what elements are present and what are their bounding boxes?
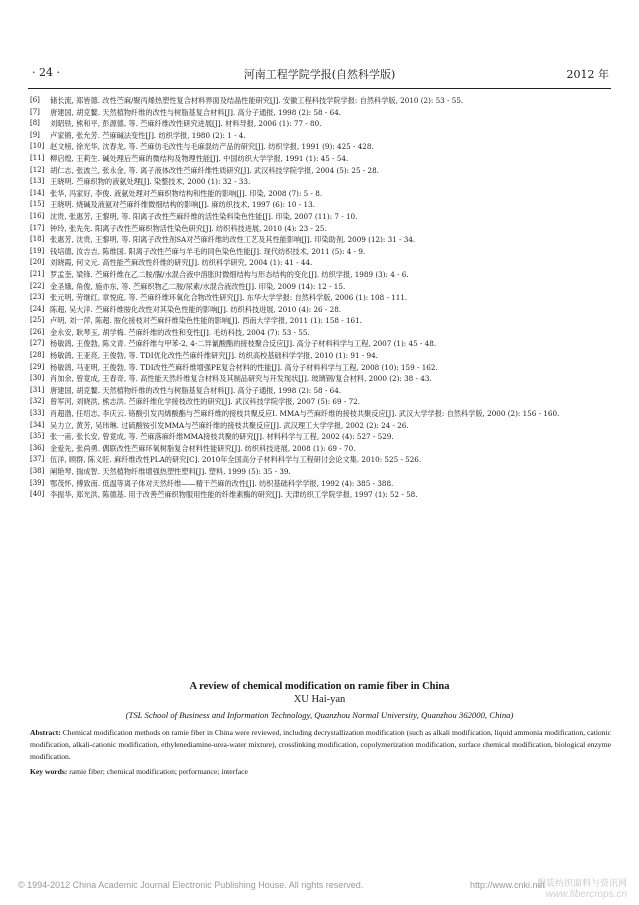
reference-item — [30, 443, 615, 455]
reference-text: 张华, 冯家好, 李俊. 液氨处理对苎麻织物结构和性能的影响[J]. 印染, 2008 (7): 5 - 8. — [50, 188, 323, 198]
reference-number: [19] — [30, 246, 45, 255]
reference-number: [39] — [30, 478, 45, 487]
reference-item — [30, 188, 615, 200]
english-abstract — [30, 727, 611, 763]
reference-item — [30, 350, 615, 362]
reference-text: 刘晓霞, 何文元. 高性能苎麻改性纤维的研究[J]. 纺织科学研究, 2004 (1): 41 - 44. — [50, 258, 313, 268]
reference-number: [6] — [30, 96, 40, 104]
reference-number: [26] — [30, 327, 45, 336]
english-affiliation: (TSL School of Business and Information Technology, Quanzhou Normal University, Quanzhou 362000, China) — [125, 710, 514, 720]
reference-text: 张惠芳, 沈贵, 王黎明, 等. 阳离子改性剂SA对苎麻纤维的改性工艺及其性能影响[J]. 印染助剂, 2009 (12): 31 - 34. — [50, 235, 416, 245]
reference-item — [30, 408, 615, 420]
reference-text: 刘昭铁, 熊和平, 彭源德, 等. 苎麻纤维改性研究进展[J]. 材料导报, 2006 (1): 77 - 80. — [50, 119, 322, 129]
reference-number: [35] — [30, 432, 45, 441]
reference-item — [30, 269, 615, 281]
reference-item — [30, 257, 615, 269]
reference-number: [30] — [30, 374, 45, 383]
reference-text: 李振华, 郑光洪, 陈德基. 用于改善苎麻织物服用性能的纤维素酶的研究[J]. 天津纺织工学院学报, 1997 (1): 52 - 58. — [50, 490, 418, 500]
reference-text: 陈超, 吴大洋. 苎麻纤维胺化改性对其染色性能的影响[J]. 纺织科技进展, 2010 (4): 26 - 28. — [50, 304, 342, 314]
reference-item — [30, 489, 615, 501]
reference-text: 钟玲, 张先先. 阳离子改性苎麻织物活性染色研究[J]. 纺织科技进展, 2010 (4): 23 - 25. — [50, 223, 327, 233]
reference-item — [30, 327, 615, 339]
reference-item — [30, 211, 615, 223]
reference-item — [30, 281, 615, 293]
page-number: · 24 · — [32, 66, 60, 79]
reference-number: [13] — [30, 177, 45, 186]
reference-text: 金永安, 耿琴玉, 胡学梅. 苎麻纤维的改性和变性[J]. 毛纺科技, 2004 (7): 53 - 55. — [50, 327, 310, 337]
reference-number: [29] — [30, 362, 45, 371]
keywords-text: ramie fiber; chemical modification; performance; interface — [69, 767, 248, 776]
reference-number: [27] — [30, 339, 45, 348]
reference-text: 卢家锵, 张允芳. 苎麻碱法变性[J]. 纺织学报, 1980 (2): 1 - 4. — [50, 130, 246, 140]
header-rule — [28, 88, 611, 89]
reference-number: [21] — [30, 269, 45, 278]
abstract-label: Abstract: — [30, 728, 61, 737]
reference-text: 赵文榜, 徐光华, 沈春龙, 等. 苎麻仿毛改性与毛麻混纺产品的研究[J]. 纺织学报, 1991 (9): 425 - 428. — [50, 142, 374, 152]
reference-number: [34] — [30, 420, 45, 429]
reference-item — [30, 304, 615, 316]
reference-number: [23] — [30, 293, 45, 302]
reference-text: 吴力立, 黄芳, 吴玮琳. 过硫酸铵引发MMA与苎麻纤维的接枝共聚反应[J]. 武汉理工大学学报, 2002 (2): 24 - 26. — [50, 420, 409, 430]
reference-text: 罗孟奎, 梁锋. 苎麻纤维在乙二胺/脲/水混合液中溶胀时微细结构与形态结构的变化[J]. 纺织学报, 1989 (3): 4 - 6. — [50, 269, 409, 279]
reference-number: [37] — [30, 455, 45, 464]
reference-item — [30, 223, 615, 235]
reference-text: 鄂茂怀, 傅致南. 低温等离子体对天然纤维——精干苎麻的改性[J]. 纺织基础科学学报, 1992 (4): 385 - 388. — [50, 478, 394, 488]
reference-text: 柳启煌, 王莉生. 碱处理后苎麻的微结构及物理性能[J]. 中国纺织大学学报, 1991 (1): 45 - 54. — [50, 153, 349, 163]
reference-item — [30, 118, 615, 130]
reference-item — [30, 396, 615, 408]
reference-number: [10] — [30, 142, 45, 151]
reference-item — [30, 454, 615, 466]
reference-text: 沈贵, 张惠芳, 王黎明, 等. 阳离子改性苎麻纤维的活性染料染色性能[J]. 印染, 2007 (11): 7 - 10. — [50, 211, 358, 221]
reference-item — [30, 338, 615, 350]
cnki-link[interactable]: http://www.cnki.net — [470, 880, 546, 890]
reference-number: [22] — [30, 281, 45, 290]
english-title: A review of chemical modification on ramie fiber in China — [189, 681, 450, 692]
reference-item — [30, 466, 615, 478]
reference-item — [30, 130, 615, 142]
reference-number: [16] — [30, 211, 45, 220]
site-watermark — [487, 876, 627, 902]
reference-text: 伍洋, 顾群, 陈义旺. 麻纤维改性PLA的研究[C]. 2010年全国高分子材料科学与工程研讨会论文集. 2010: 525 - 526. — [50, 455, 422, 465]
reference-text: 王晓明. 烧碱及液氨对苎麻纤维微细结构的影响[J]. 麻纺织技术, 1997 (6): 10 - 13. — [50, 200, 315, 210]
reference-text: 钱培德, 汝吉吉, 陈维国. 阳离子改性苎麻与羊毛的同色染色性能[J]. 现代纺织技术, 2011 (5): 4 - 9. — [50, 246, 366, 256]
reference-number: [11] — [30, 153, 45, 162]
reference-item — [30, 315, 615, 327]
reference-number: [36] — [30, 443, 45, 452]
watermark-name: 服装纺织面料与资讯网 — [536, 879, 627, 889]
reference-number: [15] — [30, 200, 45, 209]
reference-item — [30, 373, 615, 385]
reference-text: 肖加余, 曾竟成, 王春奇, 等. 高性能天然纤维复合材料及其制品研究与开发现状[J]. 玻璃钢/复合材料, 2000 (2): 38 - 43. — [50, 374, 432, 384]
reference-text: 张元明, 劳继红, 章悦庭, 等. 苎麻纤维环氧化合物改性研究[J]. 东华大学学报: 自然科学版, 2006 (1): 108 - 111. — [50, 293, 408, 303]
reference-number: [28] — [30, 351, 45, 360]
reference-item — [30, 385, 615, 397]
reference-text: 金圣娥, 角俊, 施亦东, 等. 苎麻织物乙二胺/尿素/水混合液改性[J]. 印染, 2009 (14): 12 - 15. — [50, 281, 346, 291]
reference-text: 唐建国, 胡克鳌. 天然植物纤维的改性与树脂基复合材料[J]. 高分子通报, 1998 (2): 58 - 64. — [50, 385, 342, 395]
reference-text: 杨敏鸽, 王亚亮, 王俊勃, 等. TDI优化改性苎麻纤维研究[J]. 纺织高校基础科学学报, 2010 (1): 91 - 94. — [50, 351, 378, 361]
reference-number: [9] — [30, 130, 40, 139]
reference-text: 胡仁志, 张波兰, 张永金, 等. 离子液体改性苎麻纤维性质研究[J]. 武汉科技学院学报, 2004 (5): 25 - 28. — [50, 165, 379, 175]
reference-list — [30, 95, 615, 501]
reference-text: 张一甫, 张长安, 曾竟成, 等. 苎麻落麻纤维MMA接枝共聚的研究[J]. 材料科学与工程, 2002 (4): 527 - 529. — [50, 432, 394, 442]
english-author: XU Hai-yan — [293, 694, 346, 705]
reference-number: [40] — [30, 490, 45, 499]
reference-number: [32] — [30, 397, 45, 406]
reference-number: [8] — [30, 119, 40, 128]
reference-text: 杨敏鸽, 王俊勃, 陈文青. 苎麻纤维与甲苯-2, 4-二异氰酸酯的接枝聚合反应[J]. 高分子材料科学与工程, 2007 (1): 45 - 48. — [50, 339, 437, 349]
reference-item — [30, 362, 615, 374]
page-header — [30, 60, 609, 80]
reference-number: [25] — [30, 316, 45, 325]
reference-item — [30, 107, 615, 119]
keywords-label: Key words: — [30, 767, 68, 776]
reference-text: 唐建国, 胡克鳌. 天然植物纤维的改性与树脂基复合材料[J]. 高分子通报, 1998 (2): 58 - 64. — [50, 107, 342, 117]
publication-year: 2012 年 — [566, 68, 609, 81]
reference-item — [30, 431, 615, 443]
reference-number: [38] — [30, 467, 45, 475]
reference-text: 阐艳琴, 揣成智. 天然植物纤维增强热塑性塑料[J]. 塑料, 1999 (5): 35 - 39. — [50, 467, 291, 476]
english-keywords — [30, 767, 611, 776]
reference-number: [17] — [30, 223, 45, 232]
watermark-url: www.fibercrops.cn — [545, 889, 627, 900]
reference-text: 杨敏鸽, 马亚明, 王俊勃, 等. TDI改性苎麻纤维增强PE复合材料的性能[J]. 高分子材料科学与工程, 2008 (10): 159 - 162. — [50, 362, 438, 372]
reference-item — [30, 199, 615, 211]
reference-number: [24] — [30, 304, 45, 313]
reference-item — [30, 246, 615, 258]
reference-item — [30, 234, 615, 246]
abstract-text: Chemical modification methods on ramie fiber in China were reviewed, including decrystallization modification (such as alkali modification, liquid ammonia modification, cationic modification, alkali-cationic modification, ethylenediamine-urea-water mixture), crosslinking modification, copolymerization modification, surface chemical modification, biological enzyme modification. — [30, 728, 611, 761]
reference-text: 卢明, 刘一萍, 陈超. 胺化接枝对苎麻纤维染色性能的影响[J]. 西南大学学报, 2011 (1): 158 - 161. — [50, 316, 362, 326]
reference-number: [31] — [30, 385, 45, 394]
reference-text: 储长流, 郑皆德. 改性苎麻/聚丙烯热塑性复合材料界面及结晶性能研究[J]. 安徽工程科技学院学报: 自然科学版, 2010 (2): 53 - 55. — [50, 96, 464, 105]
reference-item — [30, 478, 615, 490]
reference-item — [30, 292, 615, 304]
reference-item — [30, 153, 615, 165]
reference-item — [30, 165, 615, 177]
reference-number: [33] — [30, 409, 45, 418]
reference-item — [30, 420, 615, 432]
reference-number: [20] — [30, 258, 45, 267]
copyright-notice: © 1994-2012 China Academic Journal Electronic Publishing House. All rights reserved. — [18, 880, 364, 890]
reference-text: 金爱先, 张尚勇. 偶联改性苎麻环氧树脂复合材料性能研究[J]. 纺织科技进展, 2008 (1): 69 - 70. — [50, 443, 356, 453]
reference-number: [12] — [30, 165, 45, 174]
reference-text: 肖超渤, 任绍志, 李庆云. 铬酸引发丙烯酸酯与苎麻纤维的接枝共聚反应I. MMA与苎麻纤维的接枝共聚反应[J]. 武汉大学学报: 自然科学版, 2000 (2): 156 - 160. — [50, 409, 560, 419]
journal-title: 河南工程学院学报(自然科学版) — [243, 68, 396, 81]
reference-text: 曾军河, 刘晓洪, 熊志洪. 苎麻纤维化学接枝改性的研究[J]. 武汉科技学院学报, 2007 (5): 69 - 72. — [50, 397, 361, 407]
reference-number: [18] — [30, 235, 45, 244]
reference-number: [7] — [30, 107, 40, 116]
reference-item — [30, 176, 615, 188]
reference-item — [30, 141, 615, 153]
reference-number: [14] — [30, 188, 45, 197]
reference-item — [30, 95, 615, 107]
reference-text: 王晓明. 苎麻织物的液氨处理[J]. 染整技术, 2000 (1): 32 - 33. — [50, 177, 251, 187]
